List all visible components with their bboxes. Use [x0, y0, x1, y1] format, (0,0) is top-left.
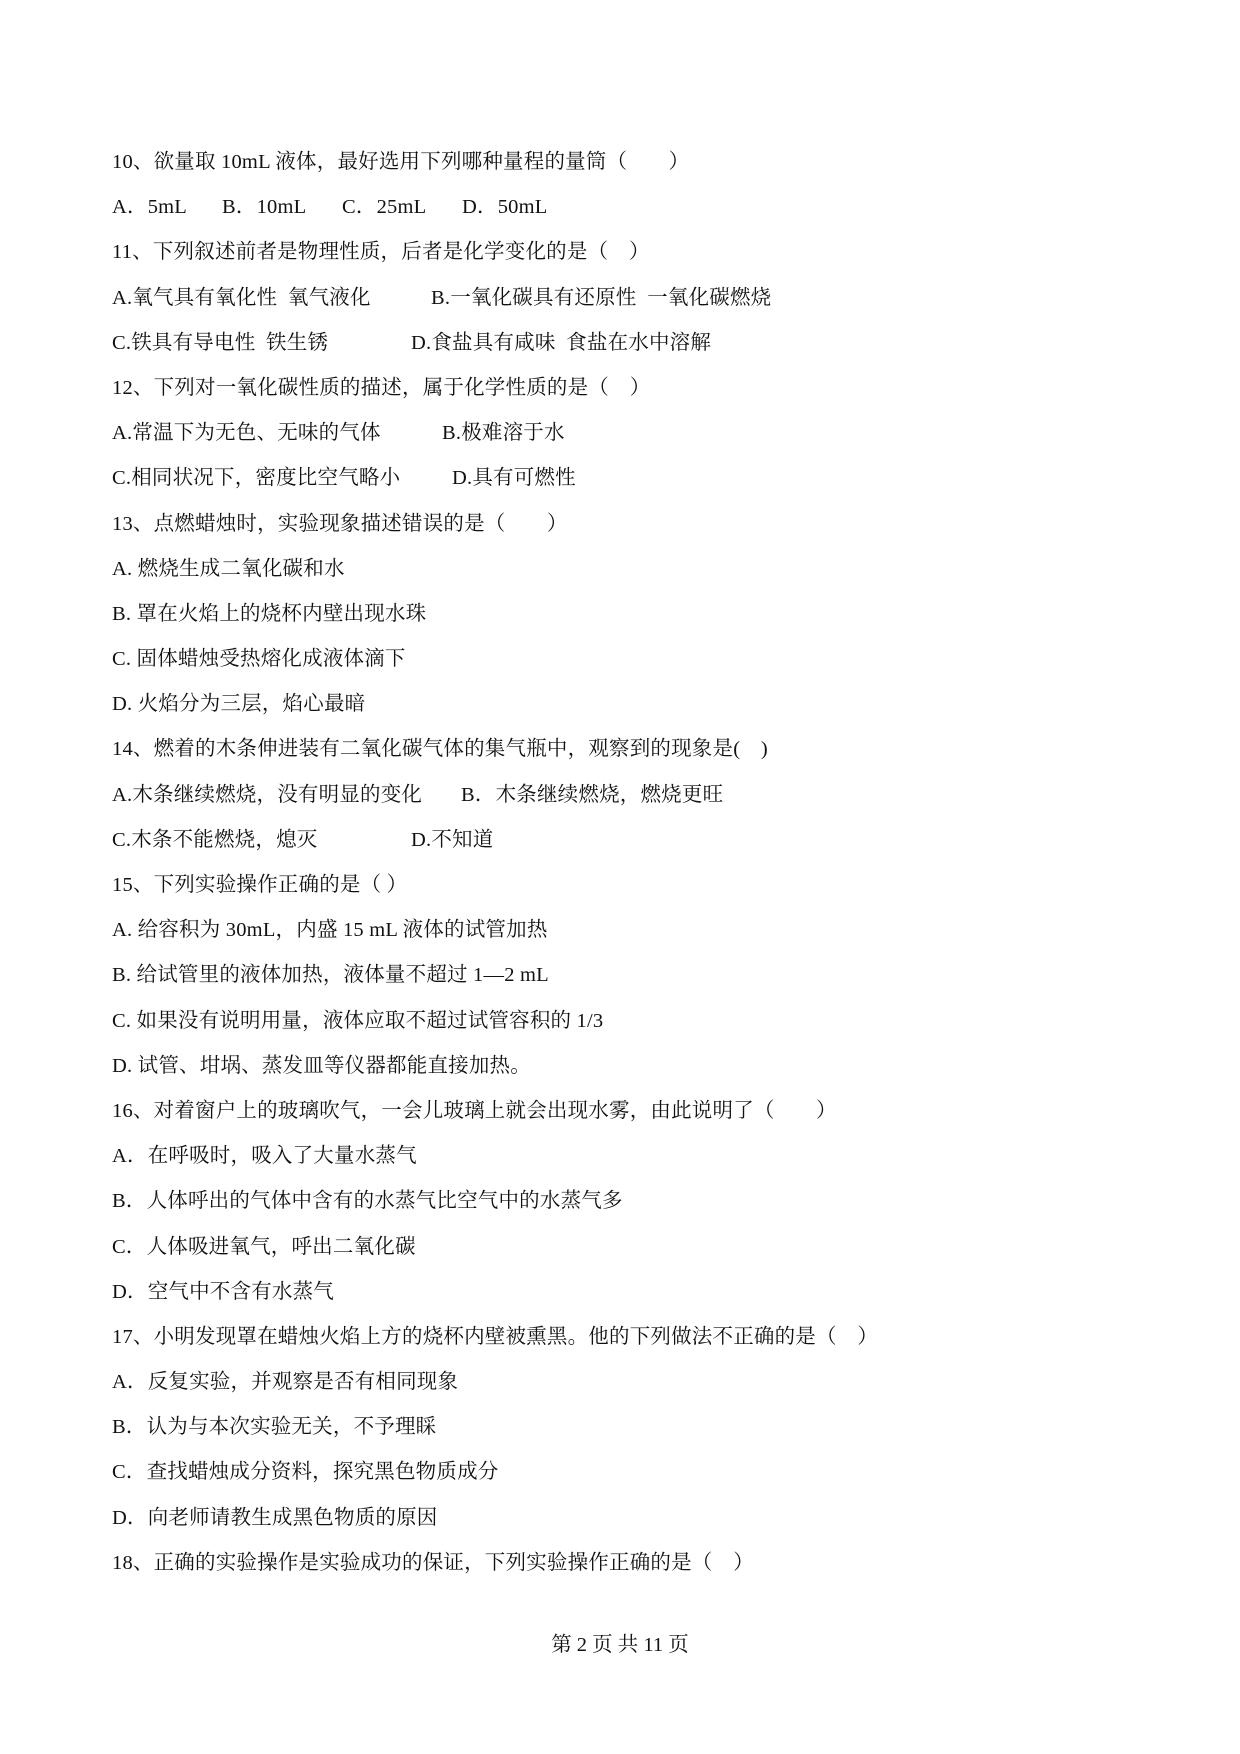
page-number-footer: 第 2 页 共 11 页: [551, 1634, 689, 1656]
question-12-stem: 12、下列对一氧化碳性质的描述，属于化学性质的是（ ）: [112, 376, 651, 399]
option-a: A.木条继续燃烧，没有明显的变化: [112, 783, 423, 806]
question-16-stem: 16、对着窗户上的玻璃吹气，一会儿玻璃上就会出现水雾，由此说明了（ ）: [112, 1099, 837, 1122]
option-b: B.极难溶于水: [442, 422, 565, 445]
question-list: [112, 148, 1142, 1594]
option-b: B.一氧化碳具有还原性 一氧化碳燃烧: [431, 286, 772, 309]
question-12-options-row-1: [112, 419, 1142, 464]
option-c: C.木条不能燃烧，熄灭: [112, 828, 318, 851]
question-11-stem: 11、下列叙述前者是物理性质，后者是化学变化的是（ ）: [112, 241, 650, 264]
question-17-stem: 17、小明发现罩在蜡烛火焰上方的烧杯内壁被熏黑。他的下列做法不正确的是（ ）: [112, 1325, 879, 1348]
question-13-stem: 13、点燃蜡烛时，实验现象描述错误的是（ ）: [112, 512, 568, 535]
option-d: D.不知道: [411, 828, 494, 851]
option-d: D.具有可燃性: [452, 467, 576, 490]
question-15-stem: 15、下列实验操作正确的是（ ）: [112, 874, 408, 896]
option-d: D.食盐具有咸味 食盐在水中溶解: [411, 331, 712, 354]
option-c: C.相同状况下，密度比空气略小: [112, 467, 401, 490]
option-c: C. 固体蜡烛受热熔化成液体滴下: [112, 648, 406, 671]
option-d: D．向老师请教生成黑色物质的原因: [112, 1506, 438, 1529]
question-11-options-row-1: [112, 284, 1142, 329]
question-14-stem: 14、燃着的木条伸进装有二氧化碳气体的集气瓶中，观察到的现象是( ): [112, 738, 768, 761]
question-10-options: [112, 193, 1142, 238]
option-c: C.铁具有导电性 铁生锈: [112, 331, 329, 354]
option-b: B. 罩在火焰上的烧杯内壁出现水珠: [112, 602, 427, 625]
option-b: B．木条继续燃烧，燃烧更旺: [461, 783, 724, 806]
option-b: B．10mL: [222, 196, 307, 219]
option-d: D．空气中不含有水蒸气: [112, 1280, 335, 1303]
option-d: D. 试管、坩埚、蒸发皿等仪器都能直接加热。: [112, 1054, 531, 1077]
option-b: B．人体呼出的气体中含有的水蒸气比空气中的水蒸气多: [112, 1190, 623, 1213]
question-11-options-row-2: [112, 329, 1142, 374]
option-a: A. 燃烧生成二氧化碳和水: [112, 557, 345, 580]
option-c: C．25mL: [342, 196, 427, 219]
option-a: A.常温下为无色、无味的气体: [112, 422, 381, 445]
option-a: A. 给容积为 30mL，内盛 15 mL 液体的试管加热: [112, 919, 548, 942]
option-c: C. 如果没有说明用量，液体应取不超过试管容积的 1/3: [112, 1009, 604, 1032]
option-a: A.氧气具有氧化性 氧气液化: [112, 286, 371, 309]
option-a: A．5mL: [112, 196, 188, 219]
option-d: D. 火焰分为三层，焰心最暗: [112, 693, 366, 716]
option-a: A．反复实验，并观察是否有相同现象: [112, 1371, 459, 1394]
option-c: C．查找蜡烛成分资料，探究黑色物质成分: [112, 1461, 499, 1484]
option-b: B．认为与本次实验无关，不予理睬: [112, 1416, 437, 1439]
question-12-options-row-2: [112, 464, 1142, 509]
option-c: C．人体吸进氧气，呼出二氧化碳: [112, 1235, 416, 1258]
option-a: A．在呼吸时，吸入了大量水蒸气: [112, 1145, 417, 1168]
option-b: B. 给试管里的液体加热，液体量不超过 1—2 mL: [112, 964, 549, 987]
question-14-options-row-2: [112, 826, 1142, 871]
question-10-stem: 10、欲量取 10mL 液体，最好选用下列哪种量程的量筒（ ）: [112, 151, 690, 173]
option-d: D．50mL: [462, 196, 548, 219]
question-18-stem: 18、正确的实验操作是实验成功的保证，下列实验操作正确的是（ ）: [112, 1551, 754, 1574]
question-14-options-row-1: [112, 781, 1142, 826]
